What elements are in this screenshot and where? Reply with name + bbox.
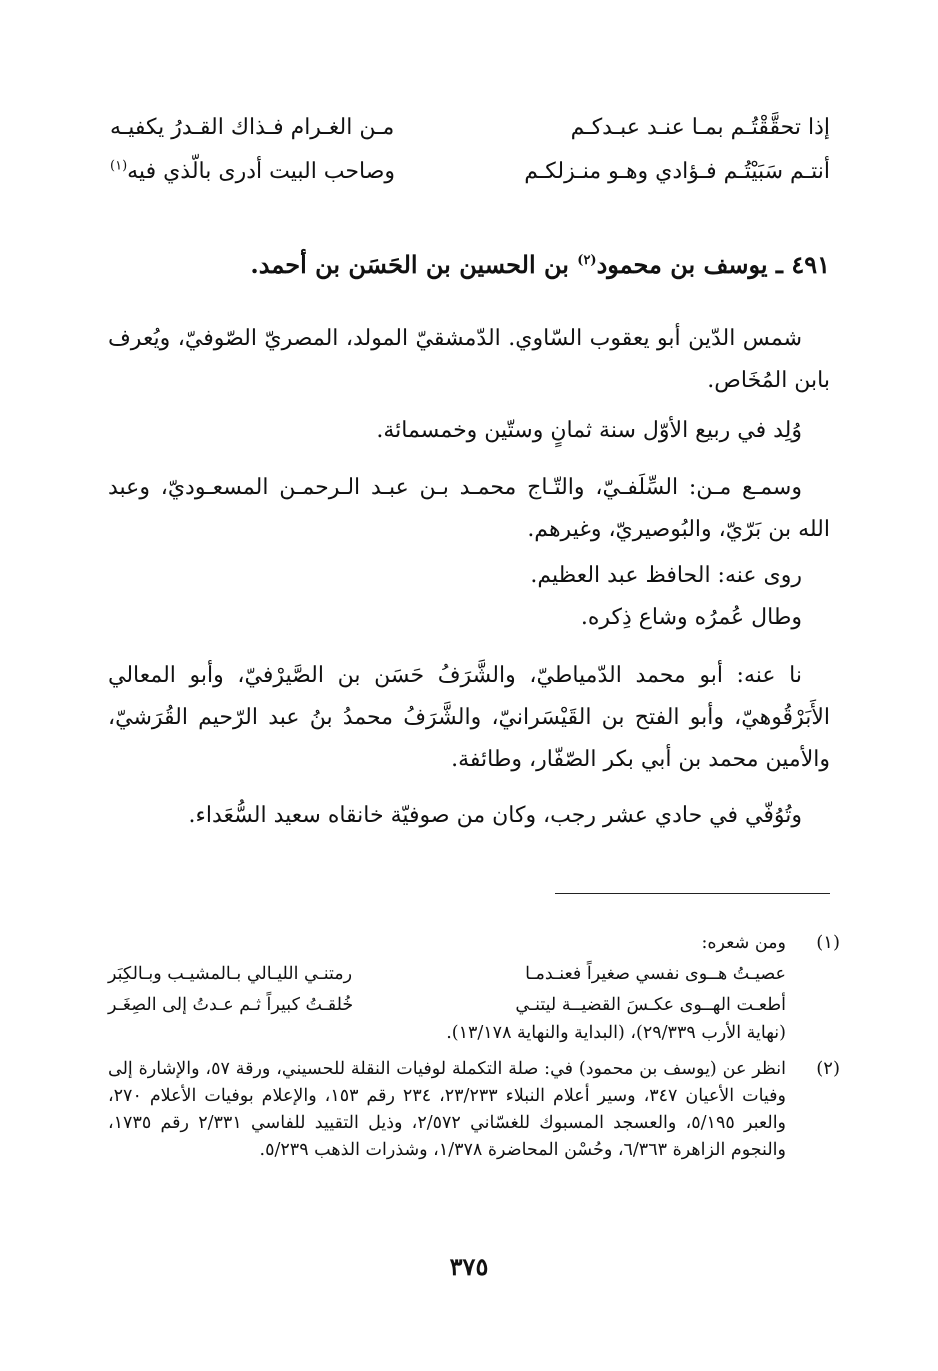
footnote-text: انظر عن (يوسف بن محمود) في: صلة التكملة لوفيات النقلة للحسيني، ورقة ٥٧، والإشارة إلى وفيات الأعيان ٣٤٧، وسير أعلام النبلاء ٢٣/٢٣٣، ٢٣٤ رقم ١٥٣، والإعلام بوفيات الأعلام ٢٧٠، والعبر ٥/١٩٥، والعسجد المسبوك للغسّاني ٢/٥٧٢، وذيل التقييد للفاسي ٢/٣٣١ رقم ١٧٣٥، والنجوم الزاهرة ٦/٣٦٣، وحُسْن المحاضرة ١/٣٧٨، وشذرات الذهب ٥/٢٣٩. — [108, 1059, 787, 1160]
entry-lineage: بن الحسين بن الحَسَن بن أحمد. — [250, 250, 569, 279]
entry-heading — [110, 250, 830, 279]
verse-right-hemistich: أطعـت الهــوى عكـسَ القضيــة ليتنـي — [515, 995, 786, 1015]
footnote-number: (٢) — [816, 1058, 840, 1079]
body-paragraph: شمس الدّين أبو يعقوب السّاوي. الدّمشقيّ المولد، المصريّ الصّوفيّ، ويُعرف بابن المُخَاص. — [108, 326, 830, 393]
verse-right-hemistich: أنتـم سَبَيْتُـم فـؤادي وهـو منـزلكـم — [524, 158, 830, 184]
verse-left-hemistich: خُلقـتُ كبيراً ثـم عـدتُ إلى الصِغَـر — [108, 995, 354, 1015]
verse-left-hemistich — [110, 159, 395, 184]
verse-line — [110, 105, 830, 149]
footnote-source: (نهاية الأرب ٢٩/٣٣٩)، (البداية والنهاية ١٣/١٧٨). — [446, 1023, 786, 1043]
verse-left-hemistich: رمتنـي الليـالي بـالمشيـب وبـالكِبَر — [108, 964, 353, 984]
body-paragraph: وتُوُفّي في حادي عشر رجب، وكان من صوفيّة خانقاه سعيد السُّعَداء. — [188, 803, 802, 828]
body-paragraph: وُلِد في ربيع الأوّل سنة ثمانٍ وستّين وخمسمائة. — [376, 418, 802, 443]
footnote-intro: ومن شعره: — [701, 933, 786, 953]
verse-text: وصاحب البيت أدرى بالّذي فيه — [127, 158, 396, 184]
footnote-separator — [555, 893, 830, 894]
verse-line — [110, 149, 830, 193]
body-paragraph: نا عنه: أبو محمد الدّمياطيّ، والشَّرَفُ حَسَن بن الصَّيرْفيّ، وأبو المعالي الأَبَرْقُوهيّ، وأبو الفتح بن القَيْسَرانيّ، والشَّرَفُ محمدُ بنُ عبد الرّحيم القُرَشيّ، والأمين محمد بن أبي بكر الصّفّار، وطائفة. — [108, 663, 830, 772]
body-paragraph: روى عنه: الحافظ عبد العظيم. — [530, 563, 802, 588]
page-number: ٣٧٥ — [449, 1252, 489, 1281]
verse-right-hemistich: إذا تحقَّقْتُـم بمـا عنـد عبـدكـم — [570, 114, 830, 140]
footnote-ref[interactable]: (٢) — [577, 253, 597, 268]
body-paragraph: وطال عُمرُه وشاع ذِكره. — [580, 605, 802, 630]
verse-left-hemistich: مـن الغـرام فـذاك القـدرُ يكفيـه — [110, 114, 395, 140]
footnote-verse — [108, 993, 786, 1017]
footnote-verse — [108, 962, 786, 986]
entry-name: ٤٩١ ـ يوسف بن محمود — [596, 250, 830, 279]
footnote-number: (١) — [816, 932, 840, 953]
footnote-ref[interactable]: (١) — [110, 158, 128, 174]
verse-right-hemistich: عصيـتُ هــوى نفسي صغيراً فعنـدمـا — [525, 964, 786, 984]
body-paragraph: وسمـع مـن: السِّلَفـيّ، والتّـاج محمـد بـن عبـد الـرحمـن المسعـوديّ، وعبد الله بن بَرّيّ، والبُوصيريّ، وغيرهم. — [108, 475, 830, 542]
